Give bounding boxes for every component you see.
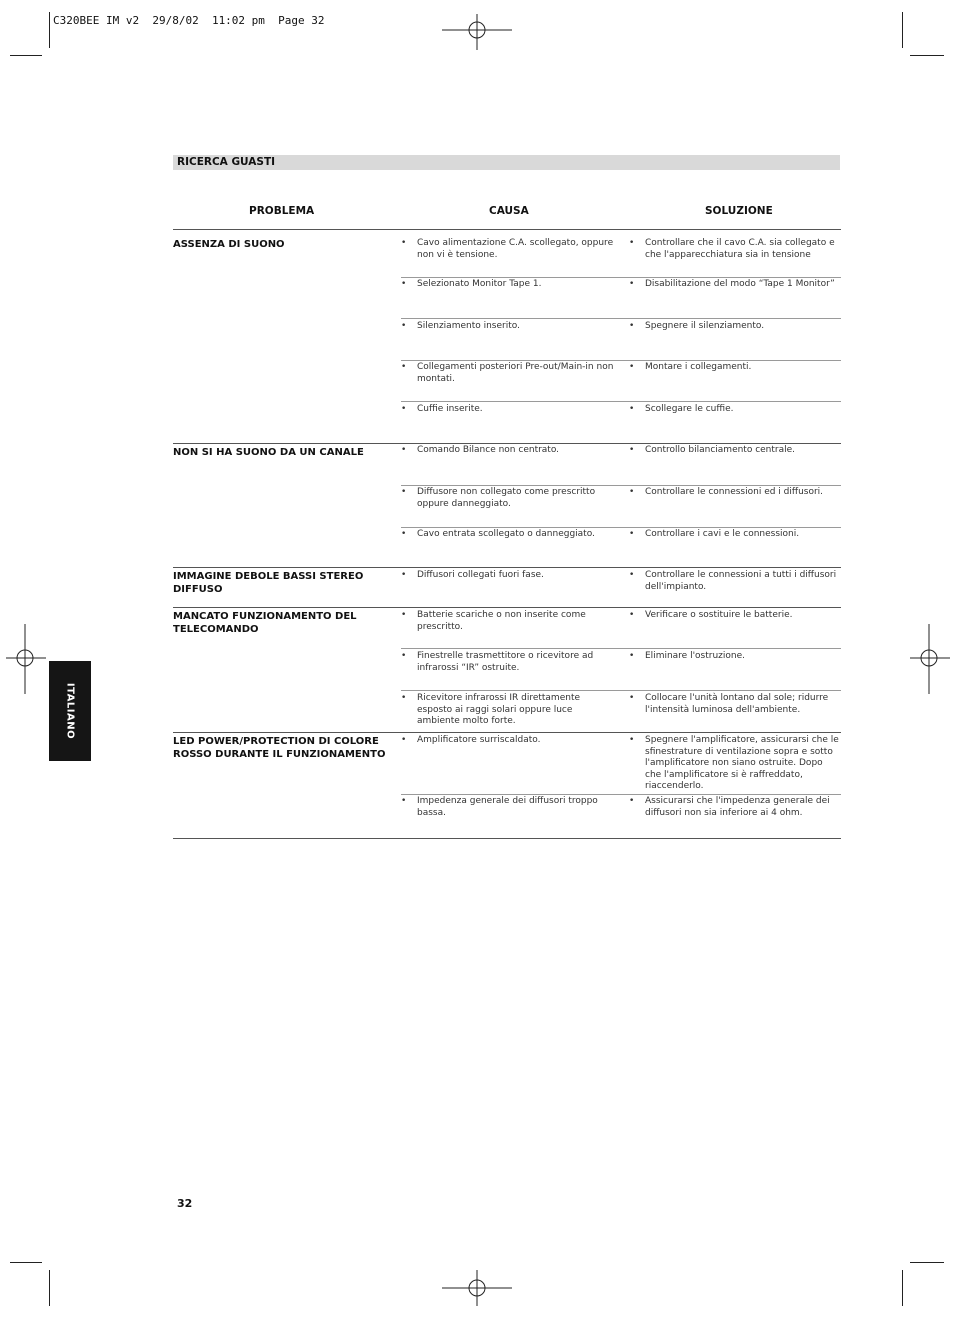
row-divider <box>401 277 841 278</box>
registration-mark-bottom <box>442 1270 512 1306</box>
column-header-solution: SOLUZIONE <box>705 205 773 217</box>
row-divider <box>401 690 841 691</box>
language-tab <box>49 661 91 761</box>
registration-mark-top <box>442 14 512 50</box>
problem-label: ASSENZA DI SUONO <box>173 239 285 250</box>
column-header-cause: CAUSA <box>489 205 529 217</box>
page-number: 32 <box>177 1197 193 1210</box>
row-divider <box>401 485 841 486</box>
section-header-bar <box>173 155 840 170</box>
row-divider <box>401 794 841 795</box>
problem-label: IMMAGINE DEBOLE BASSI STEREO DIFFUSO <box>173 571 364 595</box>
table-rule-header <box>173 229 841 230</box>
print-header: C320BEE IM v2 29/8/02 11:02 pm Page 32 <box>53 14 325 27</box>
problem-label: NON SI HA SUONO DA UN CANALE <box>173 447 364 458</box>
problem-label: LED POWER/PROTECTION DI COLORE ROSSO DURANTE IL FUNZIONAMENTO <box>173 736 386 760</box>
row-divider <box>401 360 841 361</box>
section-title: RICERCA GUASTI <box>177 156 276 168</box>
problem-divider <box>173 567 841 568</box>
row-divider <box>401 401 841 402</box>
registration-mark-left <box>6 624 46 694</box>
problem-divider <box>173 607 841 608</box>
problem-divider <box>173 732 841 733</box>
column-header-problem: PROBLEMA <box>249 205 315 217</box>
row-divider <box>401 318 841 319</box>
row-divider <box>401 648 841 649</box>
problem-divider <box>173 443 841 444</box>
language-tab-label: ITALIANO <box>64 682 76 740</box>
problem-label: MANCATO FUNZIONAMENTO DEL TELECOMANDO <box>173 611 357 635</box>
row-divider <box>401 527 841 528</box>
registration-mark-right <box>910 624 950 694</box>
table-rule-bottom <box>173 838 841 839</box>
